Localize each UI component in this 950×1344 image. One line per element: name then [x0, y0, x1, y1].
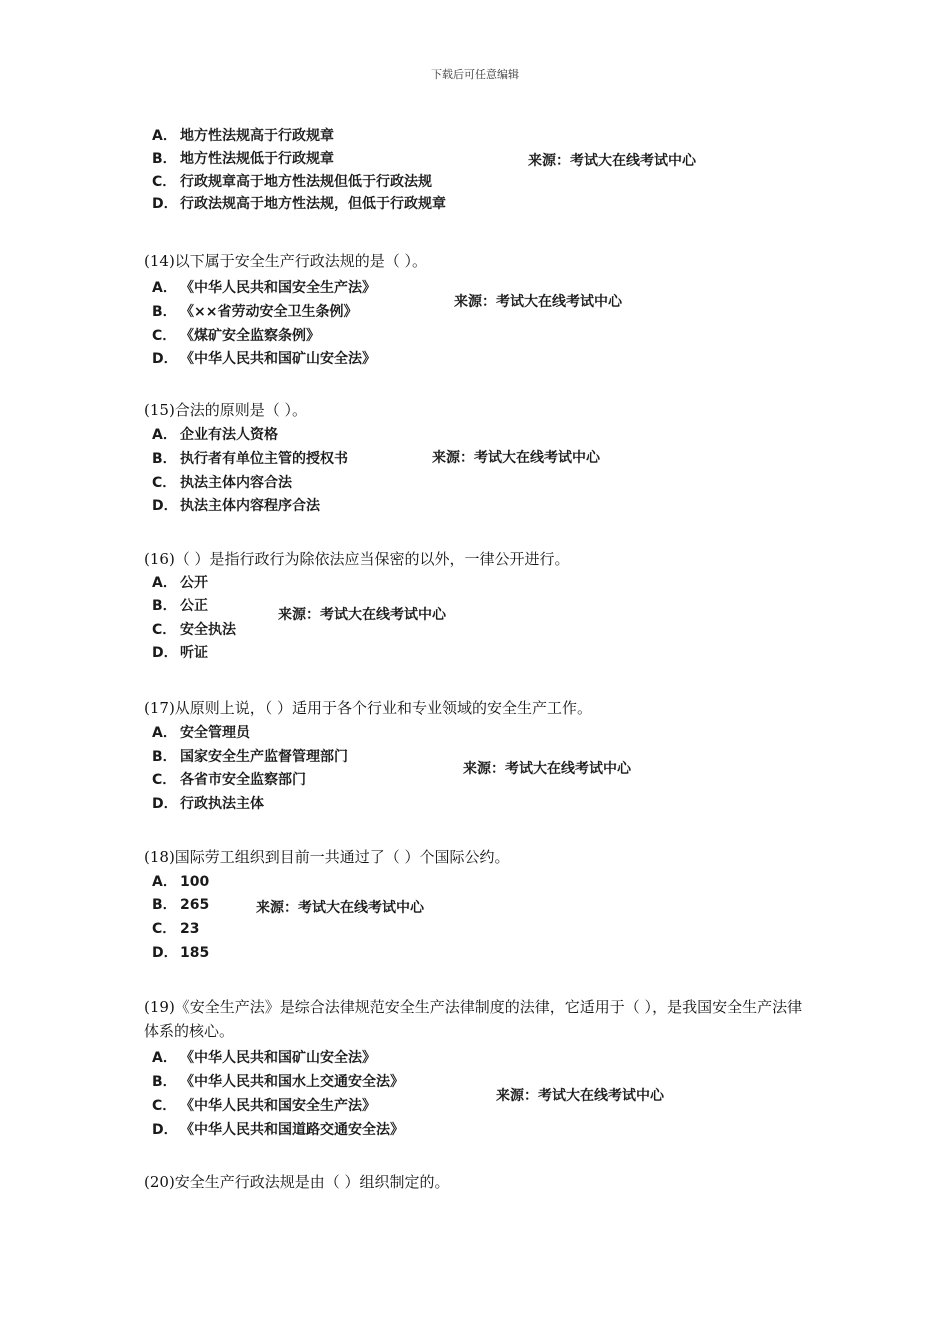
option-b: B． 《中华人民共和国水上交通安全法》 [152, 1074, 404, 1090]
question-16: (16)（ ）是指行政行为除依法应当保密的以外，一律公开进行。 [144, 550, 570, 568]
option-b: B． 执行者有单位主管的授权书 [152, 451, 348, 467]
question-14: (14)以下属于安全生产行政法规的是（ ）。 [144, 252, 428, 270]
option-c: C． 23 [152, 921, 200, 937]
option-d: D． 行政执法主体 [152, 796, 264, 812]
source-note: 来源：考试大在线考试中心 [454, 294, 622, 310]
page-header: 下载后可任意编辑 [431, 68, 519, 81]
option-c: C． 行政规章高于地方性法规但低于行政法规 [152, 174, 432, 190]
option-c: C． 《煤矿安全监察条例》 [152, 328, 320, 344]
option-c: C． 各省市安全监察部门 [152, 772, 306, 788]
option-a: A． 《中华人民共和国矿山安全法》 [152, 1050, 376, 1066]
option-a: A． 地方性法规高于行政规章 [152, 128, 334, 144]
question-19: (19)《安全生产法》是综合法律规范安全生产法律制度的法律，它适用于（ ），是我国安全生产法律体系的核心。 [144, 998, 803, 1040]
option-b: B． 地方性法规低于行政规章 [152, 151, 334, 167]
question-20: (20)安全生产行政法规是由（ ）组织制定的。 [144, 1173, 450, 1191]
source-note: 来源：考试大在线考试中心 [463, 761, 631, 777]
source-note: 来源：考试大在线考试中心 [528, 153, 696, 169]
option-c: C． 《中华人民共和国安全生产法》 [152, 1098, 376, 1114]
option-a: A． 公开 [152, 575, 208, 591]
question-15: (15)合法的原则是（ ）。 [144, 401, 308, 419]
option-d: D． 《中华人民共和国道路交通安全法》 [152, 1122, 404, 1138]
option-d: D． 执法主体内容程序合法 [152, 498, 320, 514]
source-note: 来源：考试大在线考试中心 [256, 900, 424, 916]
option-b: B． 《××省劳动安全卫生条例》 [152, 304, 358, 320]
option-a: A． 安全管理员 [152, 725, 250, 741]
option-b: B． 265 [152, 897, 210, 913]
option-d: D． 行政法规高于地方性法规，但低于行政规章 [152, 196, 446, 212]
option-d: D． 听证 [152, 645, 208, 661]
option-c: C． 安全执法 [152, 622, 236, 638]
question-17: (17)从原则上说，（ ）适用于各个行业和专业领域的安全生产工作。 [144, 699, 593, 717]
option-a: A． 《中华人民共和国安全生产法》 [152, 280, 376, 296]
option-d: D． 185 [152, 945, 210, 961]
option-b: B． 国家安全生产监督管理部门 [152, 749, 348, 765]
option-a: A． 100 [152, 874, 210, 890]
option-a: A． 企业有法人资格 [152, 427, 278, 443]
question-18: (18)国际劳工组织到目前一共通过了（ ）个国际公约。 [144, 848, 510, 866]
source-note: 来源：考试大在线考试中心 [496, 1088, 664, 1104]
option-d: D． 《中华人民共和国矿山安全法》 [152, 351, 376, 367]
source-note: 来源：考试大在线考试中心 [432, 450, 600, 466]
option-b: B． 公正 [152, 598, 208, 614]
option-c: C． 执法主体内容合法 [152, 475, 292, 491]
source-note: 来源：考试大在线考试中心 [278, 607, 446, 623]
